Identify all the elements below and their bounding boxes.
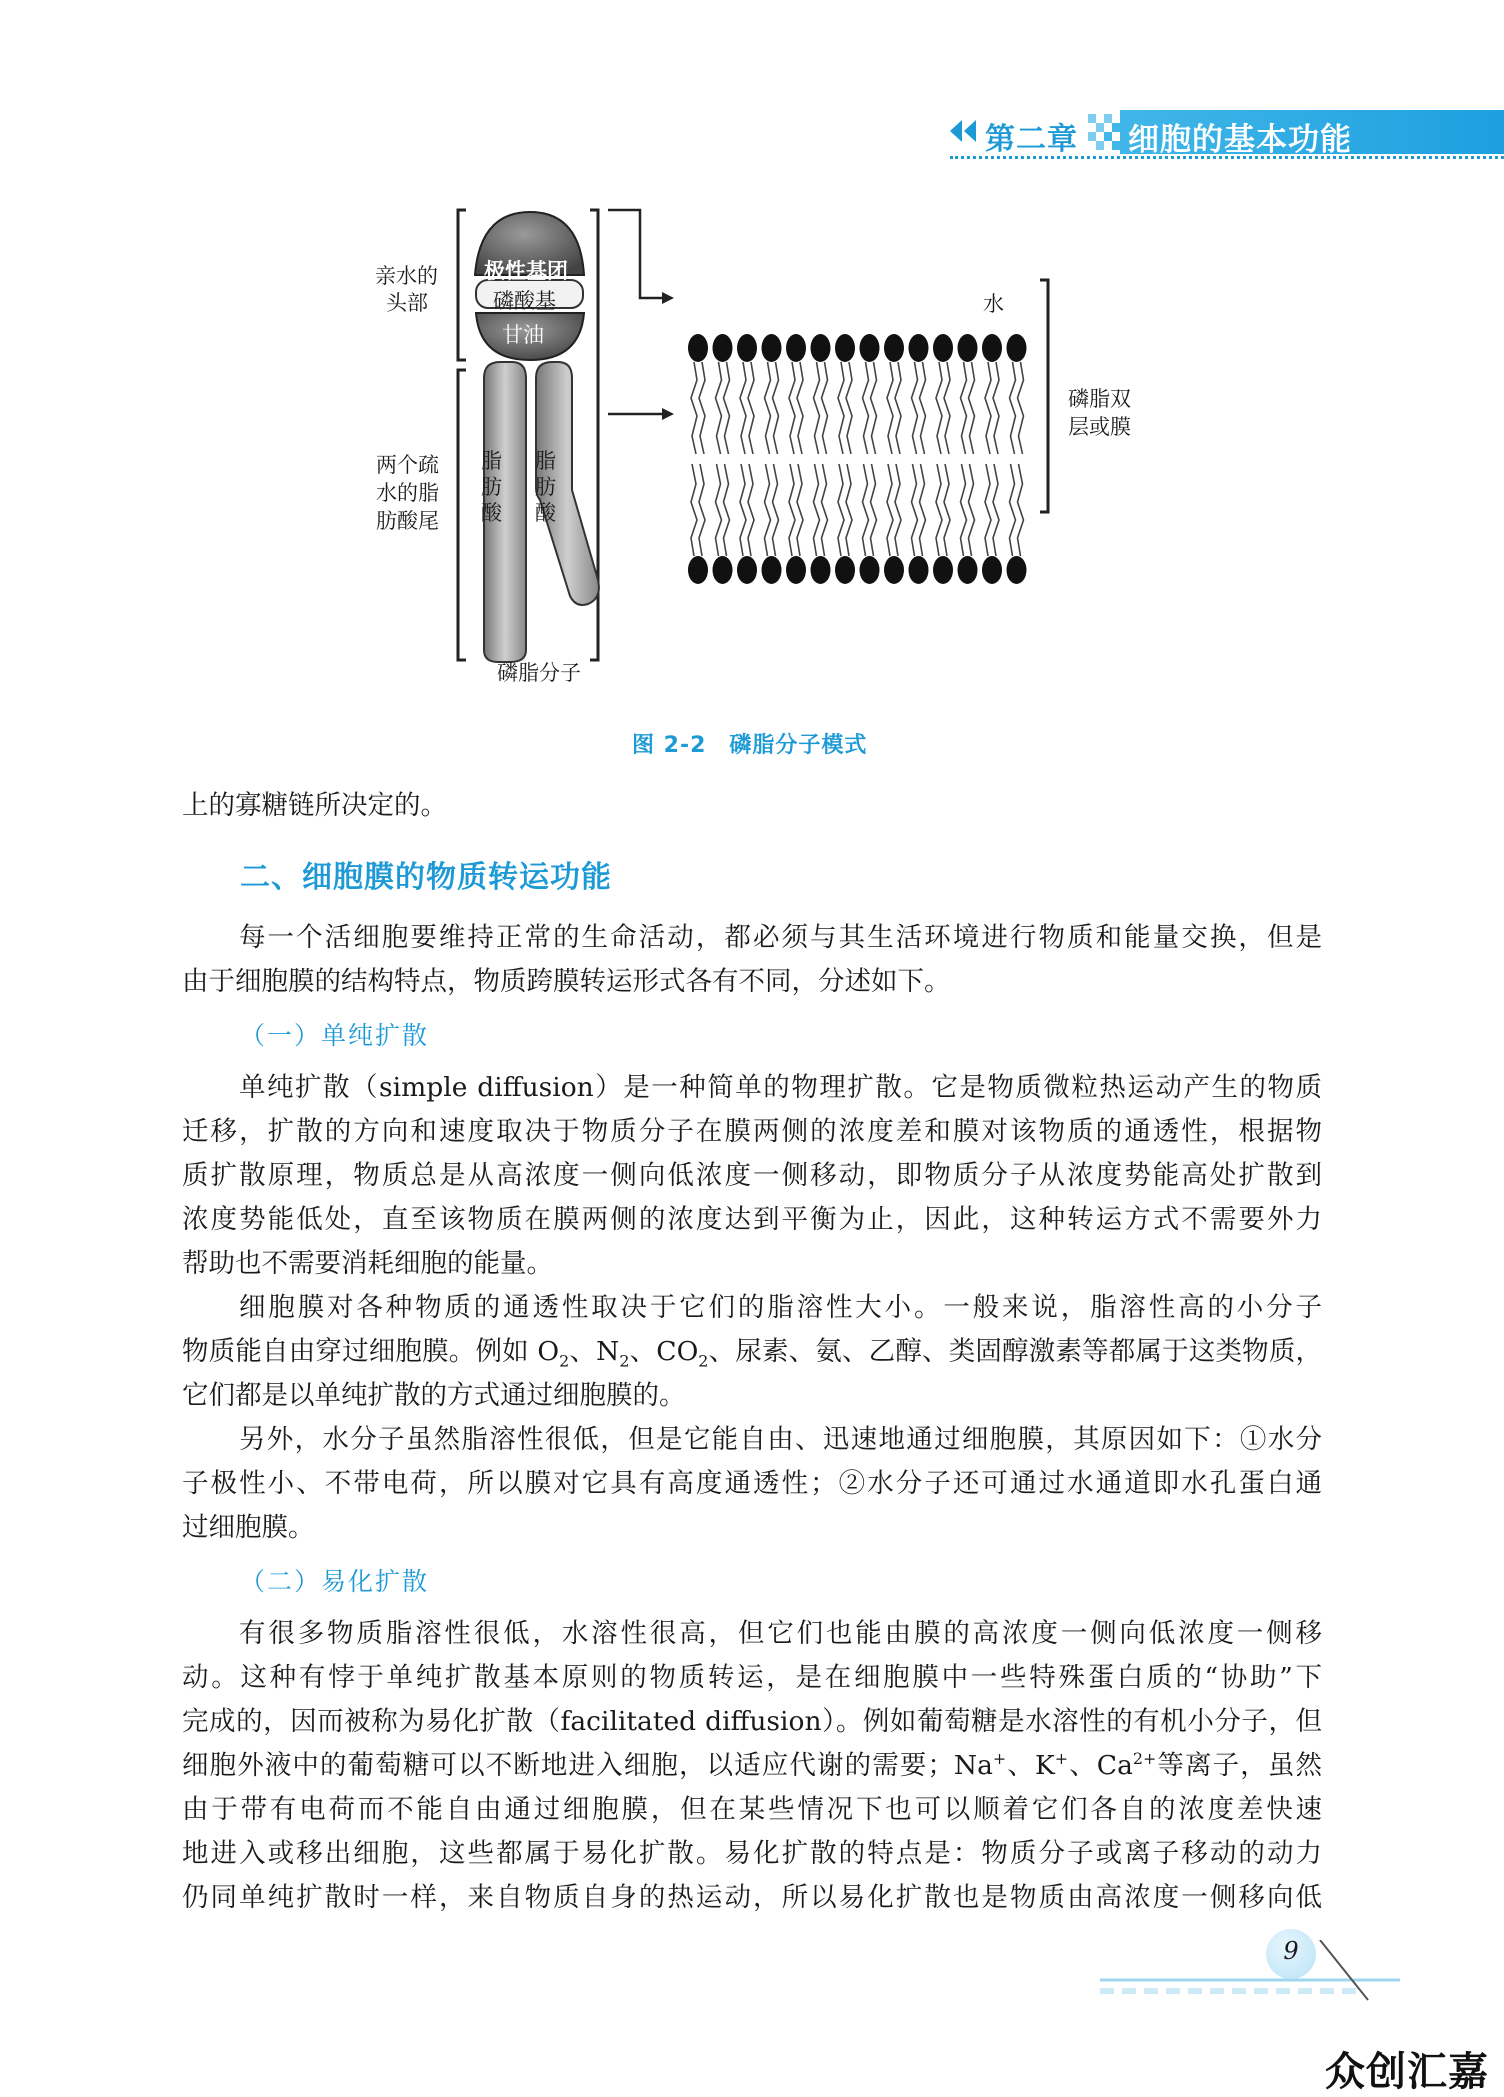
bilayer-head-bottom [737, 556, 757, 584]
polar-group-label: 极性基团 [484, 259, 568, 283]
bilayer-tail-top [912, 362, 918, 454]
paragraph-line: 完成的，因而被称为易化扩散（facilitated diffusion）。例如葡萄糖是水溶性的有机小分子，但 [182, 1706, 1322, 1737]
bilayer-tail-bottom [993, 464, 999, 556]
phospholipid-bilayer [688, 334, 1027, 584]
bilayer-tail-top [969, 362, 975, 454]
molecule-label: 磷脂分子 [497, 661, 581, 685]
header-divider [950, 156, 1504, 159]
paragraph-line: 仍同单纯扩散时一样，来自物质自身的热运动，所以易化扩散也是物质由高浓度一侧移向低 [182, 1882, 1322, 1913]
paragraph-line: 过细胞膜。 [182, 1512, 315, 1543]
arrow-to-bilayer-top [608, 210, 662, 298]
bilayer-head-top [786, 334, 806, 362]
bilayer-tail-bottom [838, 464, 844, 556]
chapter-title: 细胞的基本功能 [1128, 122, 1352, 158]
bilayer-tail-bottom [765, 464, 771, 556]
bilayer-tail-bottom [740, 464, 746, 556]
bilayer-tail-bottom [887, 464, 893, 556]
tail-label-3: 肪酸尾 [376, 509, 439, 533]
section-heading: 二、细胞膜的物质转运功能 [240, 860, 612, 895]
tail-bracket [458, 370, 466, 660]
bilayer-tail-top [699, 362, 705, 454]
bilayer-tail-bottom [969, 464, 975, 556]
bilayer-tail-bottom [1010, 464, 1016, 556]
bilayer-tail-bottom [961, 464, 967, 556]
bilayer-tail-top [748, 362, 754, 454]
bilayer-tail-bottom [846, 464, 852, 556]
paragraph-line: 浓度势能低处，直至该物质在膜两侧的浓度达到平衡为止，因此，这种转运方式不需要外力 [182, 1204, 1322, 1235]
page-number: 9 [1283, 1937, 1299, 1965]
bilayer-tail-top [895, 362, 901, 454]
bilayer-label-2: 层或膜 [1068, 415, 1131, 439]
paragraph-line: 迁移，扩散的方向和速度取决于物质分子在膜两侧的浓度差和膜对该物质的通透性，根据物 [182, 1116, 1322, 1147]
bilayer-tail-bottom [985, 464, 991, 556]
bilayer-head-top [713, 334, 733, 362]
paragraph-line: 动。这种有悖于单纯扩散基本原则的物质转运，是在细胞膜中一些特殊蛋白质的“协助”下 [182, 1662, 1322, 1693]
bilayer-tail-bottom [863, 464, 869, 556]
paragraph-line: 它们都是以单纯扩散的方式通过细胞膜的。 [182, 1380, 686, 1411]
bilayer-label-1: 磷脂双 [1068, 387, 1131, 411]
paragraph-line: 质扩散原理，物质总是从高浓度一侧向低浓度一侧移动，即物质分子从浓度势能高处扩散到 [182, 1160, 1322, 1191]
bilayer-tail-bottom [797, 464, 803, 556]
bilayer-tail-top [765, 362, 771, 454]
paragraph-line: 单纯扩散（simple diffusion）是一种简单的物理扩散。它是物质微粒热运动产生的物质 [239, 1072, 1322, 1103]
fatty-acid-label-2: 脂肪酸 [535, 449, 556, 525]
paragraph-line: 细胞外液中的葡萄糖可以不断地进入细胞，以适应代谢的需要；Na+、K+、$Ca^{2+}$等离子，虽然 [182, 1749, 1322, 1781]
bilayer-tail-top [993, 362, 999, 454]
bilayer-head-top [884, 334, 904, 362]
bilayer-tail-top [1018, 362, 1024, 454]
bilayer-head-bottom [762, 556, 782, 584]
tail-label-1: 两个疏 [376, 453, 439, 477]
water-label: 水 [983, 292, 1004, 316]
bilayer-head-top [688, 334, 708, 362]
figure-caption: 图 2-2 磷脂分子模式 [632, 733, 868, 758]
paragraph-line: 物质能自由穿过细胞膜。例如 $O_2$、$N_2$、$CO_2$、尿素、氨、乙醇、类固醇激素等都属于这类物质， [182, 1336, 1322, 1371]
bilayer-tail-top [863, 362, 869, 454]
bilayer-tail-top [846, 362, 852, 454]
watermark: 众创汇嘉 [1325, 2049, 1489, 2095]
bilayer-head-top [835, 334, 855, 362]
paragraph-line: 子极性小、不带电荷，所以膜对它具有高度通透性；②水分子还可通过水通道即水孔蛋白通 [182, 1468, 1322, 1499]
bilayer-tail-bottom [1018, 464, 1024, 556]
bilayer-tail-bottom [789, 464, 795, 556]
glycerol-label: 甘油 [502, 323, 544, 347]
head-label-1: 亲水的 [375, 264, 438, 288]
bilayer-bracket [1040, 280, 1048, 512]
bilayer-tail-top [961, 362, 967, 454]
paragraph-line: 由于细胞膜的结构特点，物质跨膜转运形式各有不同，分述如下。 [182, 966, 951, 997]
bilayer-head-top [811, 334, 831, 362]
bilayer-tail-bottom [814, 464, 820, 556]
bilayer-head-bottom [982, 556, 1002, 584]
bilayer-head-bottom [860, 556, 880, 584]
paragraph-line: 上的寡糖链所决定的。 [182, 790, 447, 821]
bilayer-tail-top [814, 362, 820, 454]
tail-label-2: 水的脂 [376, 481, 439, 505]
bilayer-head-bottom [811, 556, 831, 584]
bilayer-head-bottom [958, 556, 978, 584]
subsection-heading: （二）易化扩散 [240, 1567, 430, 1596]
bilayer-tail-top [789, 362, 795, 454]
paragraph-line: 帮助也不需要消耗细胞的能量。 [182, 1248, 553, 1279]
bilayer-head-bottom [1007, 556, 1027, 584]
footer-decoration [1100, 1940, 1400, 2010]
checker-decoration-icon [1088, 114, 1120, 150]
bilayer-tail-bottom [773, 464, 779, 556]
bilayer-tail-top [773, 362, 779, 454]
bilayer-head-top [737, 334, 757, 362]
bilayer-tail-top [944, 362, 950, 454]
chapter-label: 第二章 [985, 122, 1078, 157]
bilayer-tail-bottom [912, 464, 918, 556]
bilayer-tail-bottom [716, 464, 722, 556]
bilayer-tail-top [838, 362, 844, 454]
bilayer-head-top [909, 334, 929, 362]
bilayer-tail-bottom [724, 464, 730, 556]
bilayer-tail-top [985, 362, 991, 454]
bilayer-tail-top [871, 362, 877, 454]
bilayer-tail-top [797, 362, 803, 454]
bilayer-head-top [958, 334, 978, 362]
paragraph-line: 每一个活细胞要维持正常的生命活动，都必须与其生活环境进行物质和能量交换，但是 [239, 922, 1322, 953]
bilayer-head-top [1007, 334, 1027, 362]
bilayer-head-bottom [884, 556, 904, 584]
head-label-2: 头部 [386, 291, 428, 315]
bilayer-tail-top [691, 362, 697, 454]
bilayer-head-bottom [786, 556, 806, 584]
bilayer-tail-bottom [920, 464, 926, 556]
bilayer-tail-top [740, 362, 746, 454]
bilayer-tail-bottom [936, 464, 942, 556]
paragraph-line: 由于带有电荷而不能自由通过细胞膜，但在某些情况下也可以顺着它们各自的浓度差快速 [182, 1794, 1322, 1825]
paragraph-line: 另外，水分子虽然脂溶性很低，但是它能自由、迅速地通过细胞膜，其原因如下：①水分 [239, 1424, 1322, 1455]
bilayer-head-top [982, 334, 1002, 362]
bilayer-head-top [762, 334, 782, 362]
bilayer-head-top [860, 334, 880, 362]
paragraph-line: 有很多物质脂溶性很低，水溶性很高，但它们也能由膜的高浓度一侧向低浓度一侧移 [239, 1618, 1322, 1649]
bilayer-tail-top [716, 362, 722, 454]
bilayer-tail-bottom [748, 464, 754, 556]
bilayer-tail-top [920, 362, 926, 454]
bilayer-tail-bottom [822, 464, 828, 556]
bilayer-tail-bottom [871, 464, 877, 556]
bilayer-tail-top [822, 362, 828, 454]
bilayer-tail-bottom [895, 464, 901, 556]
bilayer-head-bottom [909, 556, 929, 584]
bilayer-tail-top [1010, 362, 1016, 454]
phosphate-label: 磷酸基 [493, 289, 556, 313]
bilayer-head-bottom [933, 556, 953, 584]
bilayer-head-bottom [835, 556, 855, 584]
bilayer-tail-bottom [944, 464, 950, 556]
head-bracket [458, 210, 466, 360]
bilayer-tail-top [887, 362, 893, 454]
fatty-acid-label-1: 脂肪酸 [481, 449, 502, 525]
bilayer-head-bottom [713, 556, 733, 584]
bilayer-tail-bottom [691, 464, 697, 556]
paragraph-line: 地进入或移出细胞，这些都属于易化扩散。易化扩散的特点是：物质分子或离子移动的动力 [182, 1838, 1322, 1869]
paragraph-line: 细胞膜对各种物质的通透性取决于它们的脂溶性大小。一般来说，脂溶性高的小分子 [239, 1292, 1322, 1323]
double-chevron-left-icon [948, 118, 980, 144]
bilayer-head-top [933, 334, 953, 362]
bilayer-tail-top [724, 362, 730, 454]
subsection-heading: （一）单纯扩散 [240, 1021, 430, 1050]
bilayer-tail-bottom [699, 464, 705, 556]
bilayer-head-bottom [688, 556, 708, 584]
bilayer-tail-top [936, 362, 942, 454]
